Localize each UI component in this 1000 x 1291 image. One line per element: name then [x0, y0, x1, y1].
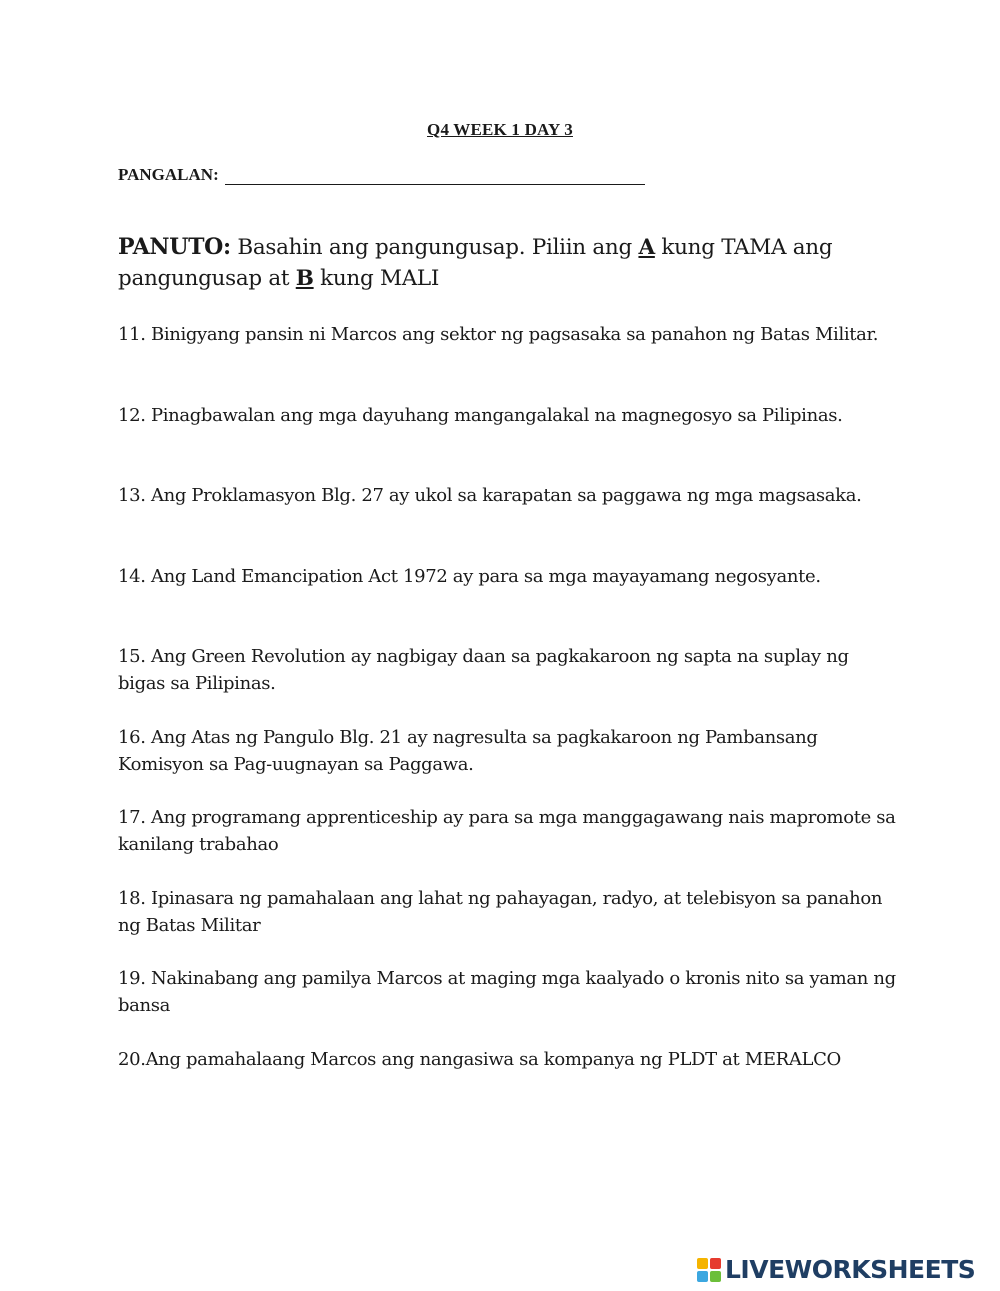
question-item: 13. Ang Proklamasyon Blg. 27 ay ukol sa karapatan sa paggawa ng mga magsasaka.	[118, 485, 862, 506]
instructions-text-2: kung TAMA ang pangungusap at	[118, 235, 833, 291]
instructions	[118, 232, 898, 294]
instructions-text-1: Basahin ang pangungusap. Piliin ang	[230, 235, 639, 260]
option-b: B	[295, 266, 314, 291]
logo-text: LIVEWORKSHEETS	[725, 1255, 976, 1284]
option-a: A	[638, 235, 655, 260]
name-blank-line	[225, 166, 645, 185]
logo-square-red	[710, 1258, 721, 1269]
page-title: Q4 WEEK 1 DAY 3	[427, 120, 573, 139]
name-label: PANGALAN:	[118, 165, 219, 184]
question-item: 18. Ipinasara ng pamahalaan ang lahat ng pahayagan, radyo, at telebisyon sa panahon ng Batas Militar	[118, 887, 883, 936]
name-row	[118, 165, 645, 185]
liveworksheets-logo-icon	[697, 1258, 721, 1282]
logo-square-yellow	[697, 1258, 708, 1269]
question-item: 16. Ang Atas ng Pangulo Blg. 21 ay nagresulta sa pagkakaroon ng Pambansang Komisyon sa Pag-uugnayan sa Paggawa.	[118, 726, 818, 775]
question-item: 20.Ang pamahalaang Marcos ang nangasiwa sa kompanya ng PLDT at MERALCO	[118, 1048, 841, 1070]
question-item: 19. Nakinabang ang pamilya Marcos at maging mga kaalyado o kronis nito sa yaman ng bansa	[118, 968, 896, 1016]
question-item: 17. Ang programang apprenticeship ay para sa mga manggagawang nais mapromote sa kanilang trabahao	[118, 807, 896, 855]
instructions-text-3: kung MALI	[313, 266, 440, 291]
question-list	[118, 321, 898, 1126]
question-item: 12. Pinagbawalan ang mga dayuhang mangangalakal na magnegosyo sa Pilipinas.	[118, 404, 843, 426]
logo-square-blue	[697, 1271, 708, 1282]
liveworksheets-logo	[697, 1255, 975, 1284]
logo-square-green	[710, 1271, 721, 1282]
instructions-lead: PANUTO:	[118, 234, 231, 260]
question-item: 11. Binigyang pansin ni Marcos ang sektor ng pagsasaka sa panahon ng Batas Militar.	[118, 324, 879, 345]
question-item: 15. Ang Green Revolution ay nagbigay daan sa pagkakaroon ng sapta na suplay ng bigas sa Pilipinas.	[118, 646, 849, 694]
question-item: 14. Ang Land Emancipation Act 1972 ay para sa mga mayayamang negosyante.	[118, 565, 821, 587]
